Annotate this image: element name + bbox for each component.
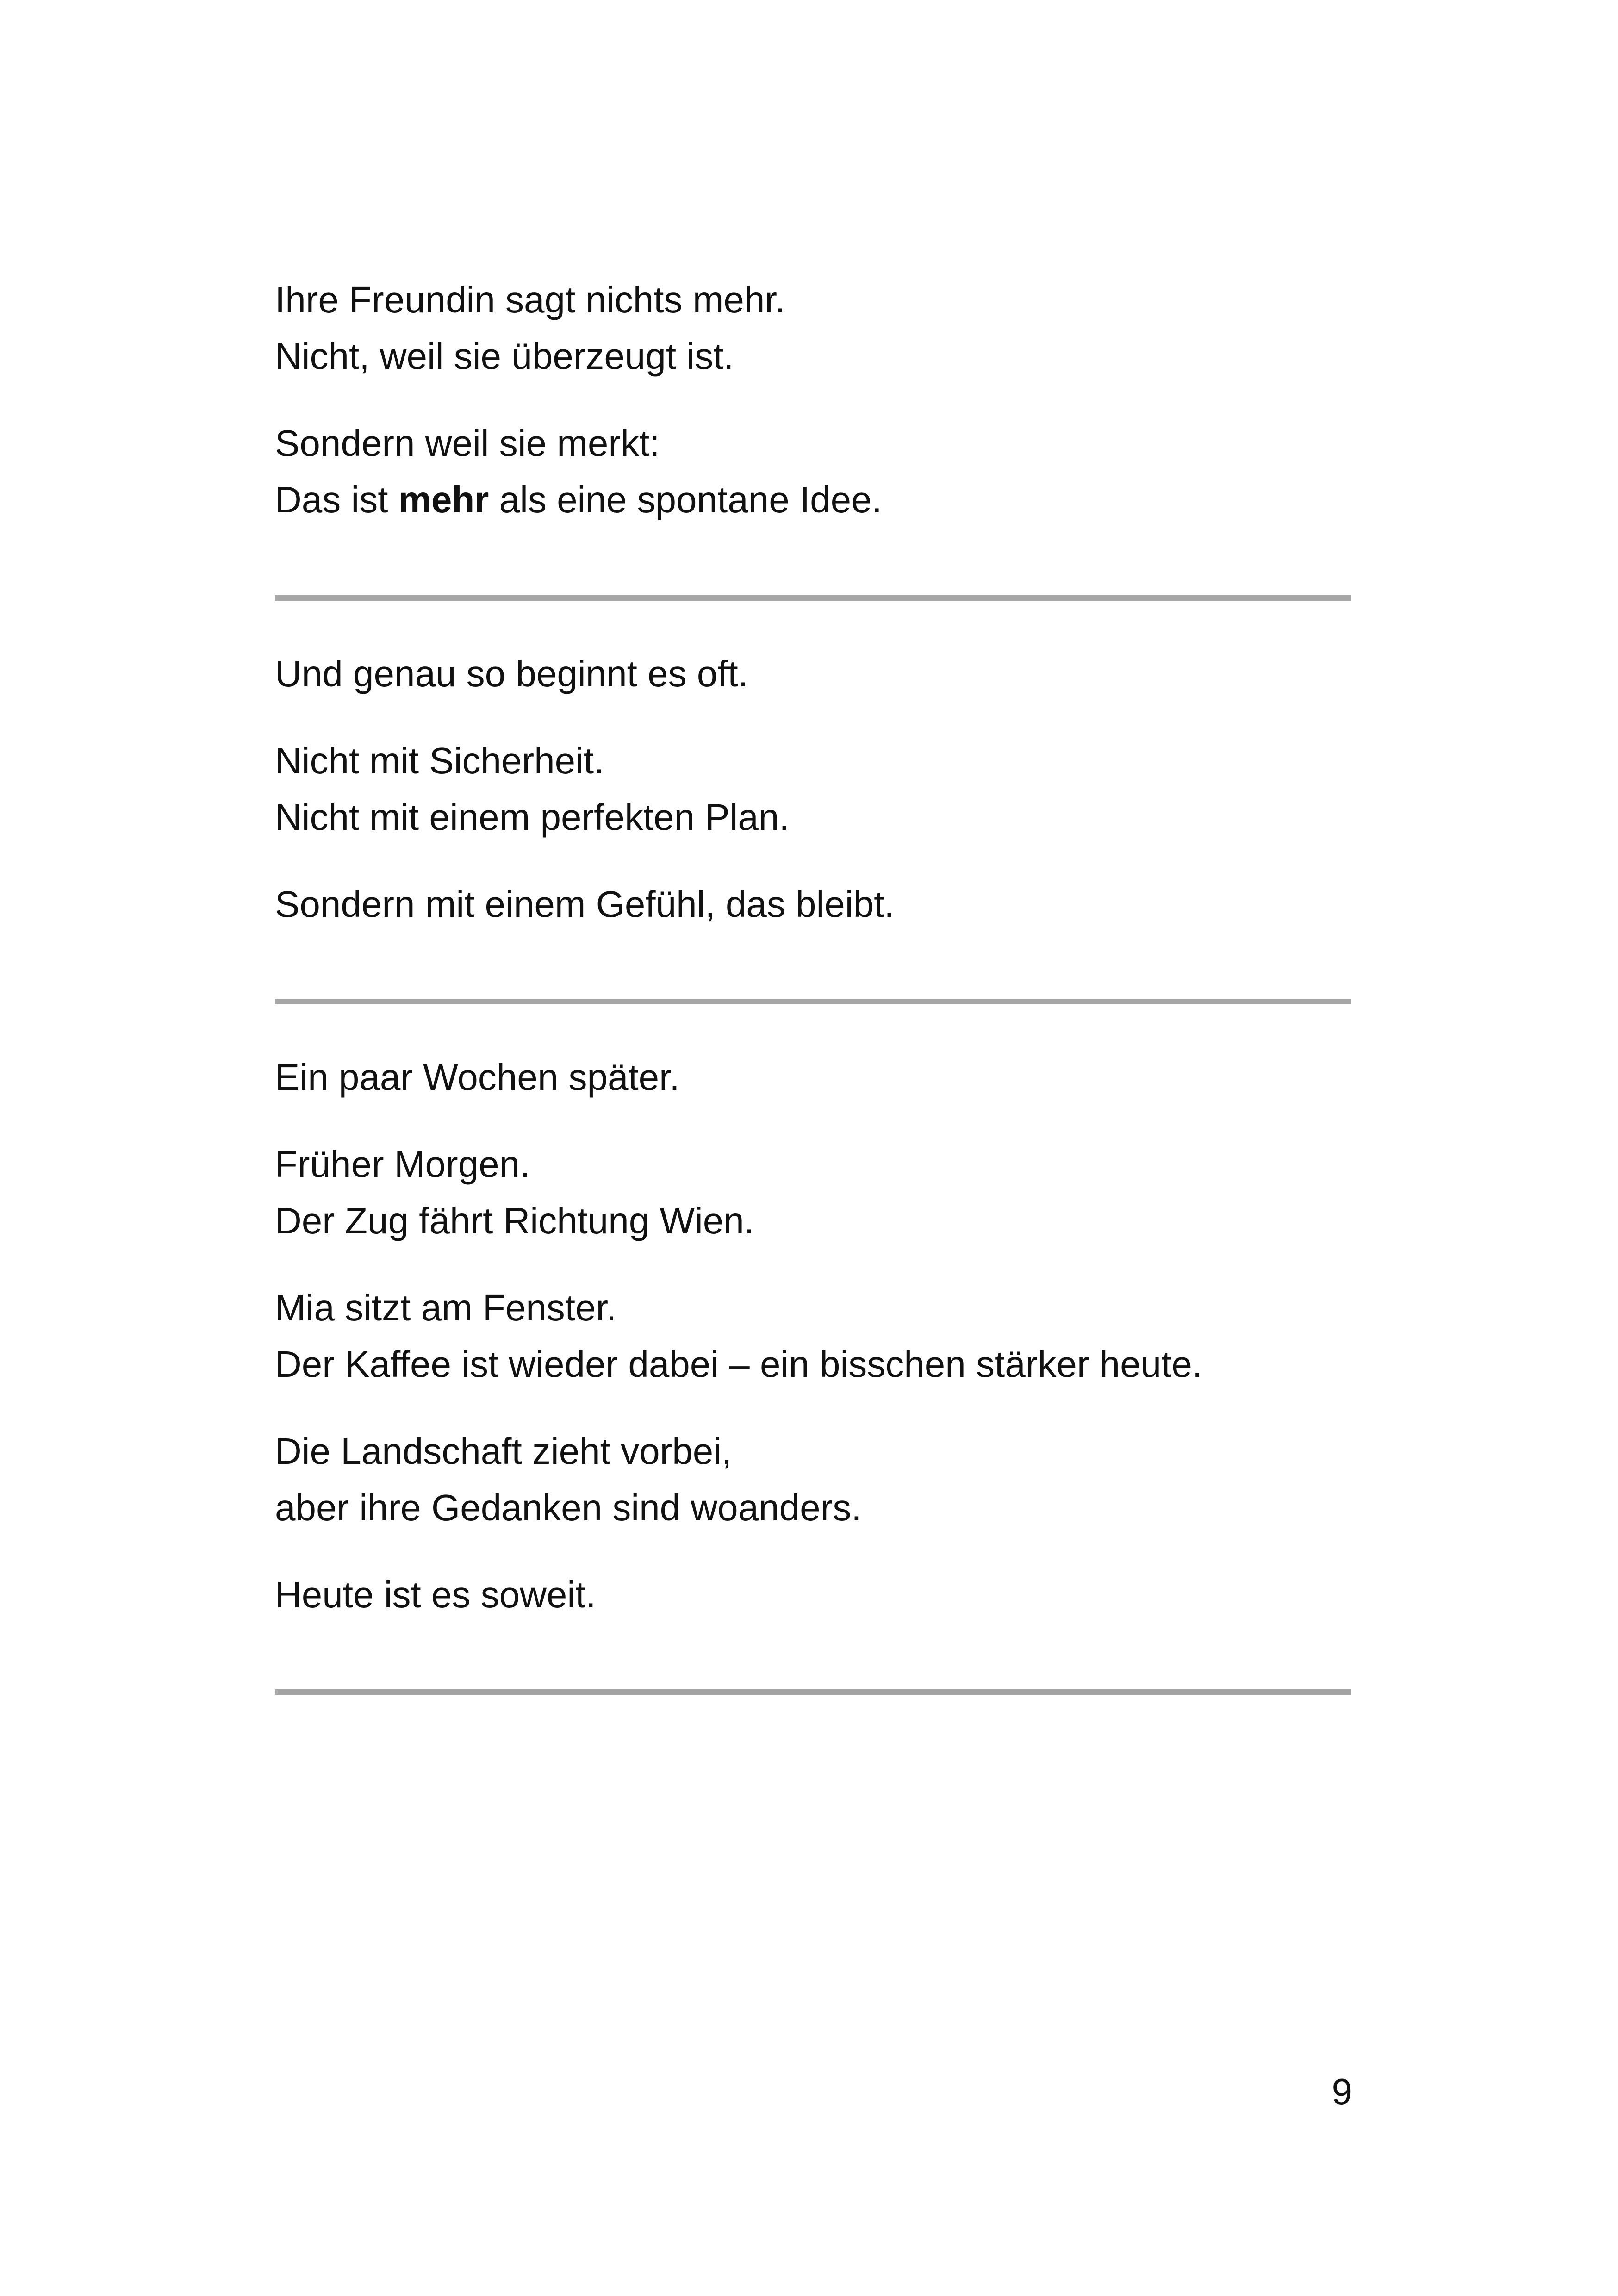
section1-line4-end: als eine spontane Idee. [489,479,882,520]
section3-line4: Mia sitzt am Fenster. [275,1287,616,1328]
section2-line3: Nicht mit einem perfekten Plan. [275,796,790,838]
section3-line8: Heute ist es soweit. [275,1574,596,1615]
divider-1 [275,595,1351,601]
section3-line2: Früher Morgen. [275,1144,530,1185]
section2-line1: Und genau so beginnt es oft. [275,653,748,694]
section2-line2: Nicht mit Sicherheit. [275,740,604,781]
section3-line1: Ein paar Wochen später. [275,1057,680,1098]
divider-2 [275,999,1351,1004]
section2-line4: Sondern mit einem Gefühl, das bleibt. [275,884,895,925]
section3-line6: Die Landschaft zieht vorbei, [275,1431,732,1472]
section1-line4-bold: mehr [398,479,489,520]
section3-line7: aber ihre Gedanken sind woanders. [275,1487,862,1528]
page-number: 9 [1332,2071,1352,2112]
section1-line1: Ihre Freundin sagt nichts mehr. [275,279,785,320]
section1-line2: Nicht, weil sie überzeugt ist. [275,336,734,377]
section1-line4-start: Das ist [275,479,398,520]
section3-line3: Der Zug fährt Richtung Wien. [275,1200,754,1241]
section3-line5: Der Kaffee ist wieder dabei – ein bisschen stärker heute. [275,1344,1203,1385]
section1-line4 [275,477,882,523]
section1-line3: Sondern weil sie merkt: [275,423,660,464]
divider-3 [275,1689,1351,1695]
